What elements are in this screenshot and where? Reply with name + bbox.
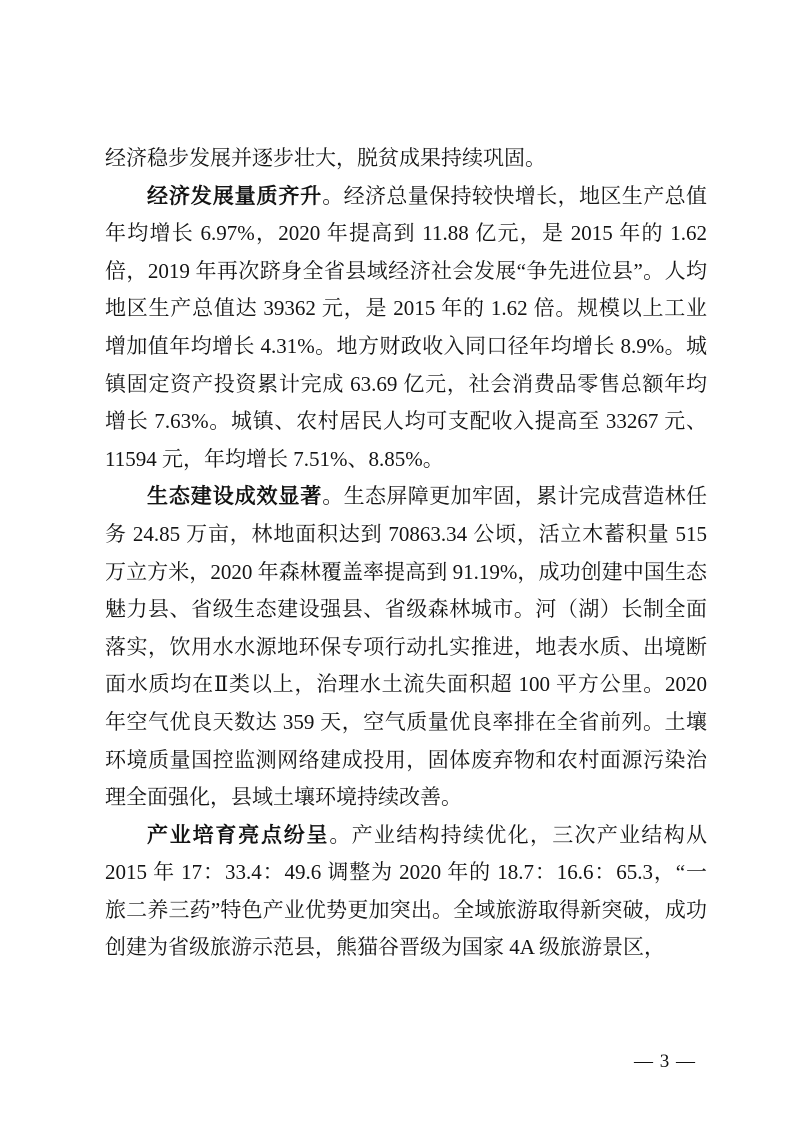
paragraph-text: 。生态屏障更加牢固，累计完成营造林任务 24.85 万亩，林地面积达到 70863.34 公顷，活立木蓄积量 515 万立方米，2020 年森林覆盖率提高到 91.19%，成功创建中国生态魅力县、省级生态建设强县、省级森林城市。河（湖）长制全面落实，饮用水水源地环保专项行动扎实推进，地表水质、出境断面水质均在Ⅱ类以上，治理水土流失面积超 100 平方公里。2020 年空气优良天数达 359 天，空气质量优良率排在全省前列。土壤环境质量国控监测网络建成投用，固体废弃物和农村面源污染治理全面强化，县域土壤环境持续改善。	[105, 484, 708, 810]
paragraph-industry	[105, 817, 707, 967]
paragraph-continuation	[105, 140, 707, 178]
paragraph-text: 。经济总量保持较快增长，地区生产总值年均增长 6.97%，2020 年提高到 11.88 亿元，是 2015 年的 1.62 倍，2019 年再次跻身全省县域经济社会发展“争先进位县”。人均地区生产总值达 39362 元，是 2015 年的 1.62 倍。规模以上工业增加值年均增长 4.31%。地方财政收入同口径年均增长 8.9%。城镇固定资产投资累计完成 63.69 亿元，社会消费品零售总额年均增长 7.63%。城镇、农村居民人均可支配收入提高至 33267 元、11594 元，年均增长 7.51%、8.85%。	[105, 183, 708, 471]
paragraph-ecology	[105, 478, 707, 816]
page-number: — 3 —	[634, 1051, 696, 1072]
paragraph-text: 经济稳步发展并逐步壮大，脱贫成果持续巩固。	[105, 146, 546, 170]
paragraph-text: 。产业结构持续优化，三次产业结构从 2015 年 17：33.4：49.6 调整为 2020 年的 18.7：16.6：65.3，“一旅二养三药”特色产业优势更加突出。全域旅游取得新突破，成功创建为省级旅游示范县，熊猫谷晋级为国家 4A 级旅游景区，	[105, 822, 708, 960]
paragraph-heading: 生态建设成效显著	[147, 484, 323, 509]
page-body	[105, 140, 707, 967]
paragraph-economy	[105, 178, 707, 479]
paragraph-heading: 经济发展量质齐升	[147, 183, 323, 208]
paragraph-heading: 产业培育亮点纷呈	[147, 822, 330, 847]
